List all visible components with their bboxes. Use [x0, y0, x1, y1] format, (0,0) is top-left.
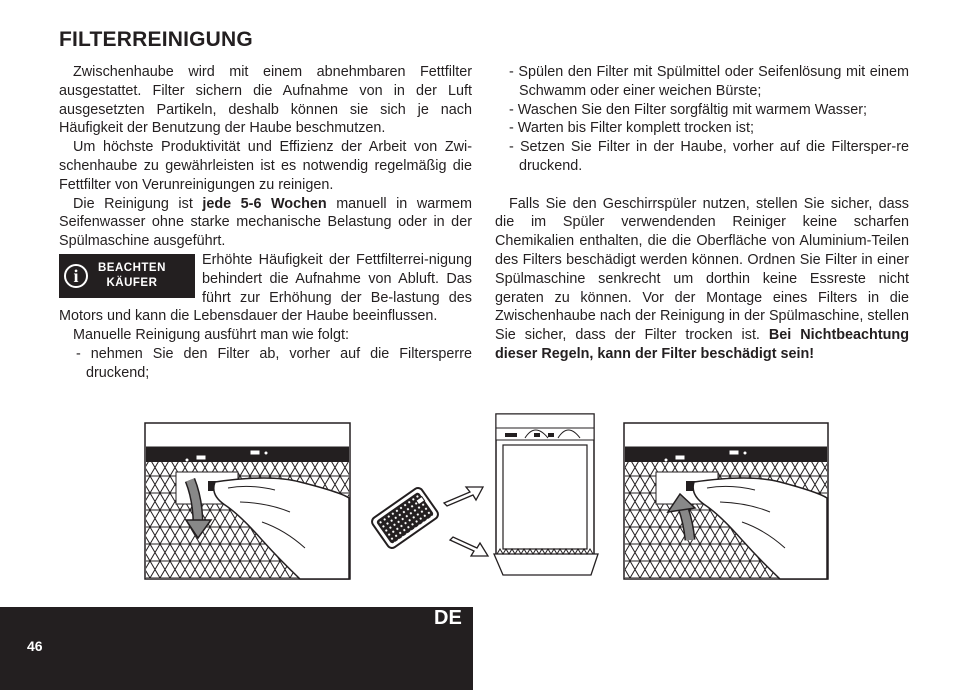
figure-remove-filter	[145, 423, 350, 579]
notice-text: Erhöhte Häufigkeit der Fettfilterrei-nigung behindert die Aufnahme von Abluft. Das führt zur Erhöhung der Be-lastung des Motors und kann die Lebensdauer der Haube beeinflussen.	[59, 251, 472, 325]
frequency-emphasis: jede 5-6 Wochen	[202, 195, 327, 212]
warning-emphasis: Bei Nichtbeachtung dieser Regeln, kann der Filter beschädigt sein!	[495, 327, 909, 362]
language-label: DE	[434, 607, 462, 629]
info-icon: i	[64, 264, 88, 288]
illustrations	[0, 405, 954, 585]
figure-dishwasher	[370, 414, 598, 575]
footer-bar	[0, 607, 473, 690]
page-title: FILTERREINIGUNG	[59, 28, 253, 51]
manual-cleaning-intro: Manuelle Reinigung ausführt man wie folgt:	[73, 327, 349, 344]
paragraph-efficiency: Um höchste Produktivität und Effizienz der Arbeit von Zwi-schenhaube zu gewährleisten ist es notwendig regelmäßig die Fettfilter von Verunreinigungen zu reinigen.	[59, 139, 472, 193]
page-number: 46	[27, 638, 43, 654]
step-rinse: - Spülen den Filter mit Spülmittel oder Seifenlösung mit einem Schwamm oder einer weichen Bürste;	[509, 64, 909, 99]
step-reinsert: - Setzen Sie Filter in der Haube, vorher auf die Filtersper-re druckend.	[509, 139, 909, 174]
step-dry: - Warten bis Filter komplett trocken ist;	[509, 120, 754, 137]
step-wash: - Waschen Sie den Filter sorgfältig mit warmem Wasser;	[509, 101, 867, 118]
figure-reinsert-filter	[624, 423, 828, 579]
dishwasher-paragraph: Falls Sie den Geschirrspüler nutzen, stellen Sie sicher, dass die im Spüler verwendenden Reiniger keine scharfen Chemikalien enthalten, die die Oberfläche von Aluminium-Teilen des Filters beschädigt werden können. Ordnen Sie Filter in einer Spülmaschine senkrecht um dorthin keine Essreste nicht geraten zu können. Vor der Montage eines Filters in die Zwischenhaube nach der Reinigung in der Spülmaschine, stellen Sie sicher, dass der Filter trocken ist. Bei Nichtbeachtung dieser Regeln, kann der Filter beschädigt sein!	[495, 195, 909, 362]
left-column	[59, 63, 472, 383]
right-column	[495, 63, 909, 364]
step-remove-filter: - nehmen Sie den Filter ab, vorher auf die Filtersperre druckend;	[76, 345, 472, 381]
badge-text: BEACHTEN KÄUFER	[98, 261, 166, 289]
notice-block	[59, 251, 472, 326]
attention-badge	[59, 254, 195, 298]
paragraph-frequency: Die Reinigung ist jede 5-6 Wochen manuell in warmem Seifenwasser ohne starke mechanische Belastung oder in der Spülmaschine ausgeführt.	[59, 195, 472, 250]
paragraph-intro: Zwischenhaube wird mit einem abnehmbaren Fettfilter ausgestattet. Filter sichern die Aufnahme von in der Luft ausgesetzten Partikeln, deshalb können sie sich je nach Häufigkeit der Benutzung der Haube beschmutzen.	[59, 64, 472, 137]
